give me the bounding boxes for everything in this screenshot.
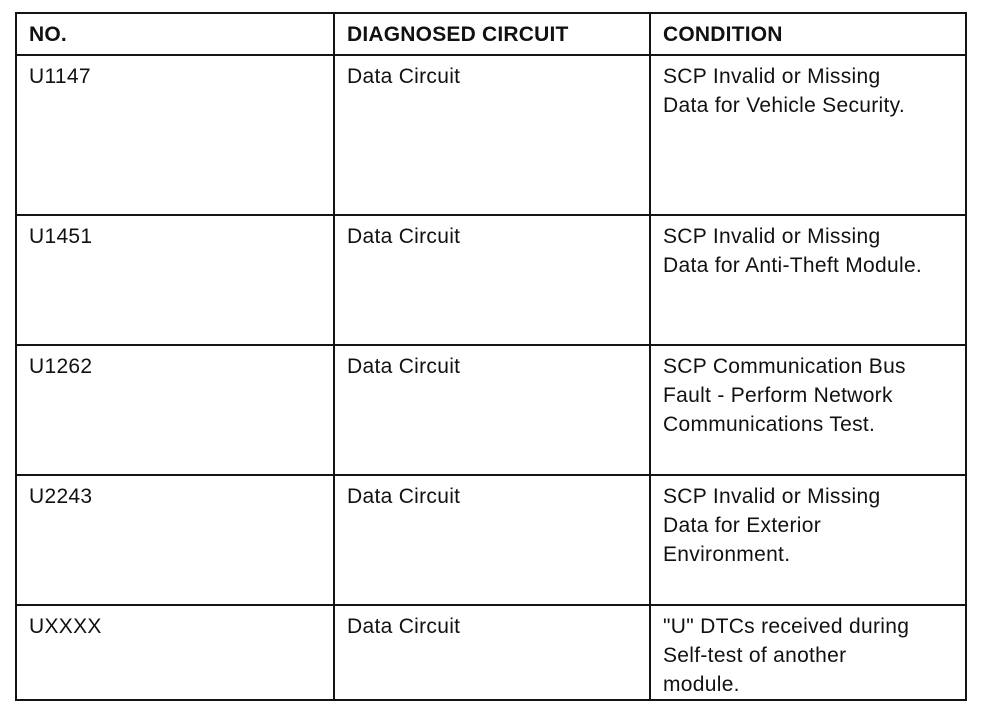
cell-no: UXXXX (16, 605, 334, 700)
cell-circuit: Data Circuit (334, 475, 650, 605)
condition-line: "U" DTCs received during (663, 615, 910, 638)
cell-circuit: Data Circuit (334, 55, 650, 215)
cell-condition (650, 475, 966, 605)
cell-no: U2243 (16, 475, 334, 605)
table-row (16, 345, 966, 475)
condition-line: Self-test of another (663, 644, 847, 667)
condition-line: SCP Invalid or Missing (663, 225, 881, 248)
header-no: NO. (16, 13, 334, 55)
cell-no: U1262 (16, 345, 334, 475)
condition-line: SCP Communication Bus (663, 355, 906, 378)
cell-condition (650, 215, 966, 345)
cell-circuit: Data Circuit (334, 215, 650, 345)
table-row (16, 475, 966, 605)
table-header-row (16, 13, 966, 55)
cell-circuit: Data Circuit (334, 345, 650, 475)
condition-line: Environment. (663, 543, 791, 566)
condition-line: module. (663, 673, 740, 696)
header-condition: CONDITION (650, 13, 966, 55)
table-row (16, 605, 966, 700)
condition-line: Fault - Perform Network (663, 384, 893, 407)
cell-no: U1147 (16, 55, 334, 215)
table-row (16, 215, 966, 345)
dtc-table (15, 12, 967, 701)
cell-condition (650, 345, 966, 475)
condition-line: Communications Test. (663, 413, 876, 436)
cell-no: U1451 (16, 215, 334, 345)
condition-line: Data for Anti-Theft Module. (663, 254, 923, 277)
condition-line: SCP Invalid or Missing (663, 485, 881, 508)
cell-condition (650, 605, 966, 700)
header-diagnosed-circuit: DIAGNOSED CIRCUIT (334, 13, 650, 55)
condition-line: SCP Invalid or Missing (663, 65, 881, 88)
condition-line: Data for Exterior (663, 514, 821, 537)
cell-circuit: Data Circuit (334, 605, 650, 700)
table-row (16, 55, 966, 215)
condition-line: Data for Vehicle Security. (663, 94, 906, 117)
cell-condition (650, 55, 966, 215)
